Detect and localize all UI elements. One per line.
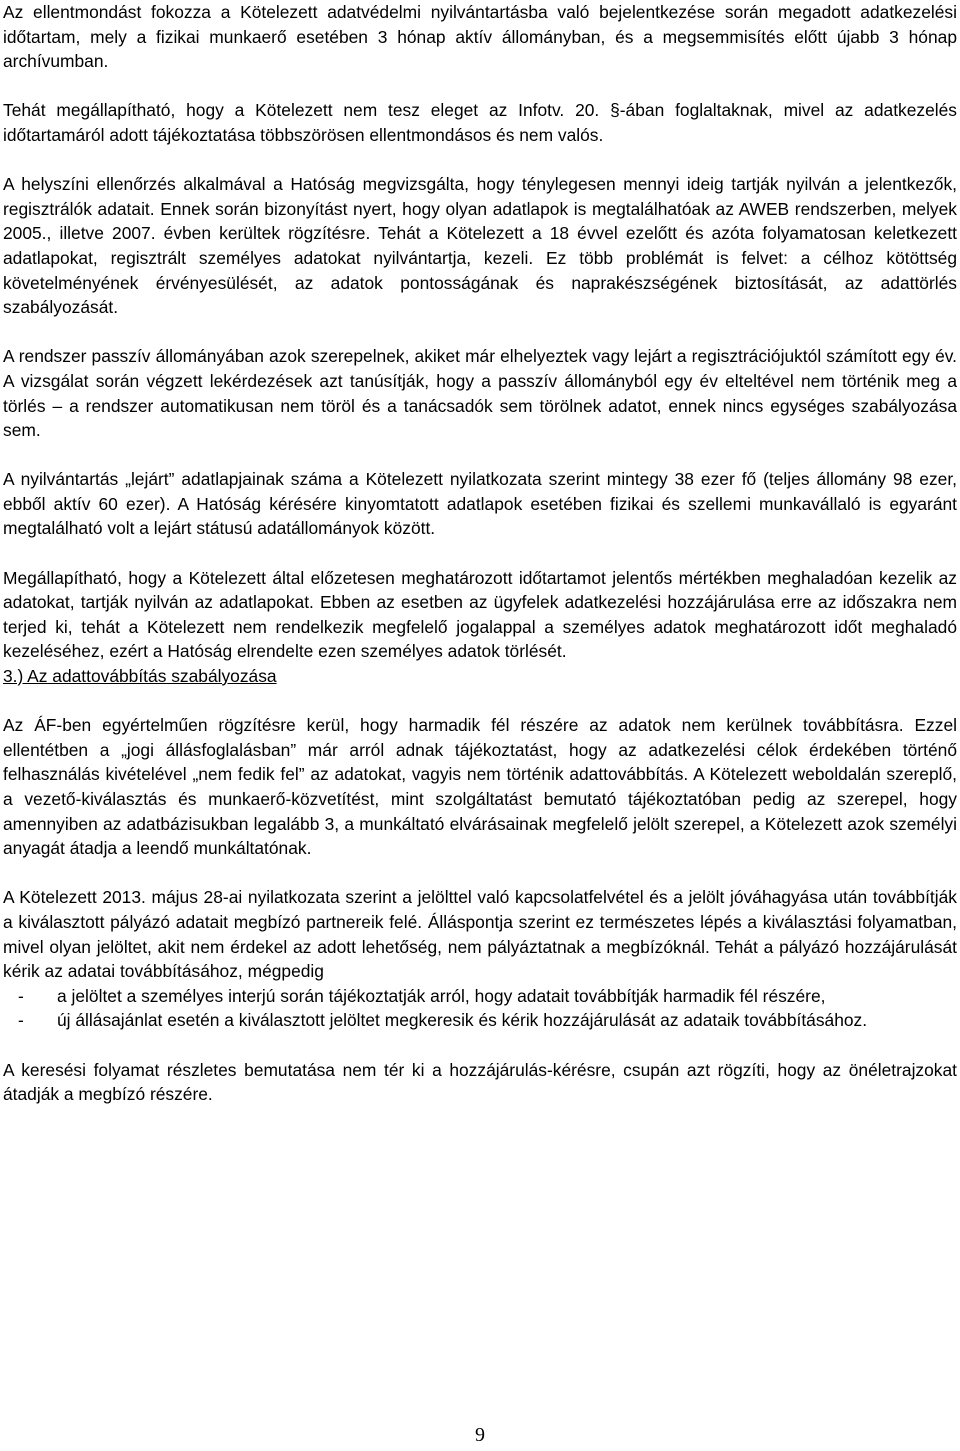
paragraph: A helyszíni ellenőrzés alkalmával a Hatóság megvizsgálta, hogy ténylegesen mennyi ideig tartják nyilván a jelentkezők, regisztrálók adatait. Ennek során bizonyítást nyert, hogy olyan adatlapok is megtalálhatóak az AWEB rendszerben, melyek 2005., illetve 2007. évben kerültek rögzítésre. Tehát a Kötelezett a 18 évvel ezelőtt és azóta folyamatosan keletkezett adatlapokat, regisztrált személyes adatokat nyilvántartja, kezeli. Ez több problémát is felvet: a célhoz kötöttség követelményének érvényesülését, az adatok pontosságának és naprakészségének biztosítását, az adattörlés szabályozását. xyxy=(3,174,957,318)
section-heading: 3.) Az adattovábbítás szabályozása xyxy=(3,666,277,687)
list-item xyxy=(3,1008,957,1033)
list-item-text: a jelöltet a személyes interjú során tájékoztatják arról, hogy adatait továbbítják harmadik fél részére, xyxy=(57,985,826,1006)
list-item xyxy=(3,984,957,1009)
dash-bullet: - xyxy=(18,985,24,1006)
dash-bullet: - xyxy=(18,1010,24,1031)
paragraph: Megállapítható, hogy a Kötelezett által előzetesen meghatározott időtartamot jelentős mértékben meghaladóan kezelik az adatokat, tartják nyilván az adatlapokat. Ebben az esetben az ügyfelek adatkezelési hozzájárulása erre az időszakra nem terjed ki, tehát a Kötelezett nem rendelkezik megfelelő jogalappal a személyes adatok meghatározott időt meghaladó kezeléséhez, ezért a Hatóság elrendelte ezen személyes adatok törlését. xyxy=(3,567,957,662)
paragraph: Az ellentmondást fokozza a Kötelezett adatvédelmi nyilvántartásba való bejelentkezése során megadott adatkezelési időtartam, mely a fizikai munkaerő esetében 3 hónap aktív állományban, és a megsemmisítés előtt újabb 3 hónap archívumban. xyxy=(3,2,957,72)
document-body xyxy=(3,0,957,1107)
dash-list xyxy=(3,984,957,1033)
paragraph: A Kötelezett 2013. május 28-ai nyilatkozata szerint a jelölttel való kapcsolatfelvétel és a jelölt jóváhagyása után továbbítják a kiválasztott pályázó adatait megbízó partnereik felé. Álláspontja szerint ez természetes lépés a kiválasztási folyamatban, mivel olyan jelöltet, akit nem érdekel az adott lehetőség, nem pályáztatnak a megbízóknál. Tehát a pályázó hozzájárulását kérik az adatai továbbításához, mégpedig xyxy=(3,887,957,982)
paragraph: A keresési folyamat részletes bemutatása nem tér ki a hozzájárulás-kérésre, csupán azt rögzíti, hogy az önéletrajzokat átadják a megbízó részére. xyxy=(3,1059,957,1105)
list-item-text: új állásajánlat esetén a kiválasztott jelöltet megkeresik és kérik hozzájárulását az adataik továbbításához. xyxy=(57,1010,868,1031)
paragraph: A nyilvántartás „lejárt” adatlapjainak száma a Kötelezett nyilatkozata szerint mintegy 38 ezer fő (teljes állomány 98 ezer, ebből aktív 60 ezer). A Hatóság kérésére kinyomtatott adatlapok esetében fizikai és szellemi munkavállaló is egyaránt megtalálható volt a lejárt státusú adatállományok között. xyxy=(3,469,957,539)
paragraph: Az ÁF-ben egyértelműen rögzítésre kerül, hogy harmadik fél részére az adatok nem kerülnek továbbításra. Ezzel ellentétben a „jogi állásfoglalásban” már arról adnak tájékoztatást, hogy az adatkezelési célok érdekében történő felhasználás kivételével „nem fedik fel” az adatokat, vagyis nem történik adattovábbítás. A Kötelezett weboldalán szereplő, a vezető-kiválasztás és munkaerő-közvetítést, mint szolgáltatást bemutató tájékoztatóban pedig az szerepel, hogy amennyiben az adatbázisukban legalább 3, a munkáltató elvárásainak megfelelő jelölt szerepel, a Kötelezett azok személyi anyagát átadja a leendő munkáltatónak. xyxy=(3,715,957,859)
page-number: 9 xyxy=(475,1424,485,1446)
paragraph: Tehát megállapítható, hogy a Kötelezett nem tesz eleget az Infotv. 20. §-ában foglaltaknak, mivel az adatkezelés időtartamáról adott tájékoztatása többszörösen ellentmondásos és nem valós. xyxy=(3,100,957,145)
paragraph: A rendszer passzív állományában azok szerepelnek, akiket már elhelyeztek vagy lejárt a regisztrációjuktól számított egy év. A vizsgálat során végzett lekérdezések azt tanúsítják, hogy a passzív állományból egy év elteltével nem történik meg a törlés – a rendszer automatikusan nem töröl és a tanácsadók sem törölnek adatot, ennek nincs egységes szabályozása sem. xyxy=(3,346,957,441)
